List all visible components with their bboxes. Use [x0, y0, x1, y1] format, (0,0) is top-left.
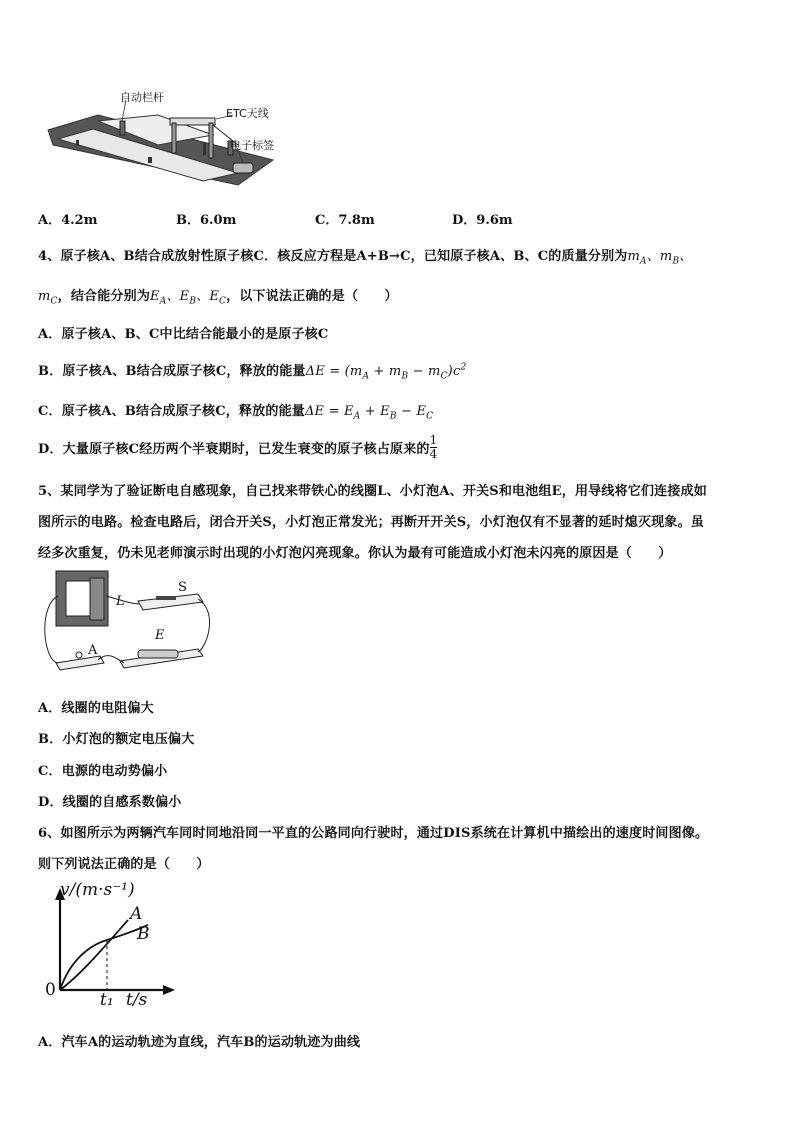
graph-xlabel: t/s	[126, 990, 148, 1010]
graph-label-B: B	[137, 924, 150, 944]
q4-option-b-math: $\Delta E = (m_A + m_B - m_C)c^2$	[305, 362, 467, 382]
q6-stem-line1: 6、如图所示为两辆汽车同时同地沿同一平直的公路同向行驶时，通过DIS系统在计算机中描绘出的速度时间图像。	[38, 826, 709, 841]
q4-stem-line1	[38, 245, 693, 267]
x-axis-arrow	[163, 985, 175, 995]
vt-graph	[40, 880, 180, 1015]
q5-stem-line2: 图所示的电路。检查电路后，闭合开关S，小灯泡正常发光；再断开开关S，小灯泡仅有不显著的延时熄灭现象。虽	[38, 515, 704, 530]
q4-stem-text2: ，以下说法正确的是（ ）	[226, 289, 398, 304]
q4-stem-mid: ，结合能分别为	[57, 289, 151, 304]
q5-stem-line3: 经多次重复，仍未见老师演示时出现的小灯泡闪亮现象。你认为最有可能造成小灯泡未闪亮的原因是（ ）	[38, 546, 672, 561]
graph-ylabel: v/(m·s⁻¹)	[60, 880, 135, 900]
q4-option-d-text: D．大量原子核C经历两个半衰期时，已发生衰变的原子核占原来的	[38, 442, 430, 457]
q4-option-d[interactable]	[38, 434, 437, 461]
q4-option-b[interactable]	[38, 360, 466, 382]
q4-stem-line2	[38, 285, 398, 307]
q4-option-c-text: C．原子核A、B结合成原子核C，释放的能量	[38, 404, 305, 419]
q6-stem-line2: 则下列说法正确的是（ ）	[38, 857, 210, 872]
circuit-figure	[38, 566, 213, 671]
q4-option-c[interactable]	[38, 400, 433, 422]
graph-origin: 0	[45, 980, 56, 1000]
q4-stem-math2: $m_C$	[38, 289, 58, 307]
q6-option-a[interactable]: A．汽车A的运动轨迹为直线，汽车B的运动轨迹为曲线	[38, 1035, 361, 1050]
label-A: A	[88, 643, 98, 658]
q3-option-b[interactable]: B．6.0m	[176, 213, 237, 228]
q5-stem-line1: 5、某同学为了验证断电自感现象，自己找来带铁心的线圈L、小灯泡A、开关S和电池组E，用导线将它们连接成如	[38, 484, 707, 499]
q4-stem-math3: $E_A$、$E_B$、$E_C$	[150, 289, 227, 307]
etc-figure	[38, 85, 278, 195]
q4-option-b-text: B．原子核A、B结合成原子核C，释放的能量	[38, 364, 306, 379]
label-L: L	[116, 594, 125, 609]
q4-stem-text1: 4、原子核A、B结合成放射性原子核C．核反应方程是A+B→C，已知原子核A、B、C的质量分别为	[38, 249, 628, 264]
q4-stem-math1: $m_A$、$m_B$、	[627, 249, 693, 267]
curve-B	[60, 925, 148, 990]
fraction-denominator: 4	[429, 447, 438, 461]
curve-A	[60, 920, 128, 990]
fraction-numerator: 1	[429, 433, 438, 447]
graph-t1: t₁	[100, 990, 114, 1010]
label-antenna: ETC天线	[226, 107, 269, 120]
q3-option-d[interactable]: D．9.6m	[452, 213, 513, 228]
label-tag: 电子标签	[230, 139, 274, 152]
q3-option-c[interactable]: C．7.8m	[315, 213, 375, 228]
q4-option-c-math: $\Delta E = E_A + E_B - E_C$	[304, 404, 434, 422]
q5-option-b[interactable]: B．小灯泡的额定电压偏大	[38, 732, 195, 747]
label-E: E	[155, 628, 165, 643]
q5-option-a[interactable]: A．线圈的电阻偏大	[38, 701, 154, 716]
label-S: S	[178, 580, 187, 595]
q3-option-a[interactable]: A．4.2m	[38, 213, 98, 228]
q5-option-d[interactable]: D．线圈的自感系数偏小	[38, 795, 182, 810]
q4-option-a[interactable]: A．原子核A、B、C中比结合能最小的是原子核C	[38, 327, 329, 342]
q4-option-d-fraction	[430, 434, 438, 461]
label-gate: 自动栏杆	[120, 91, 164, 104]
graph-label-A: A	[130, 904, 143, 924]
q5-option-c[interactable]: C．电源的电动势偏小	[38, 764, 168, 779]
